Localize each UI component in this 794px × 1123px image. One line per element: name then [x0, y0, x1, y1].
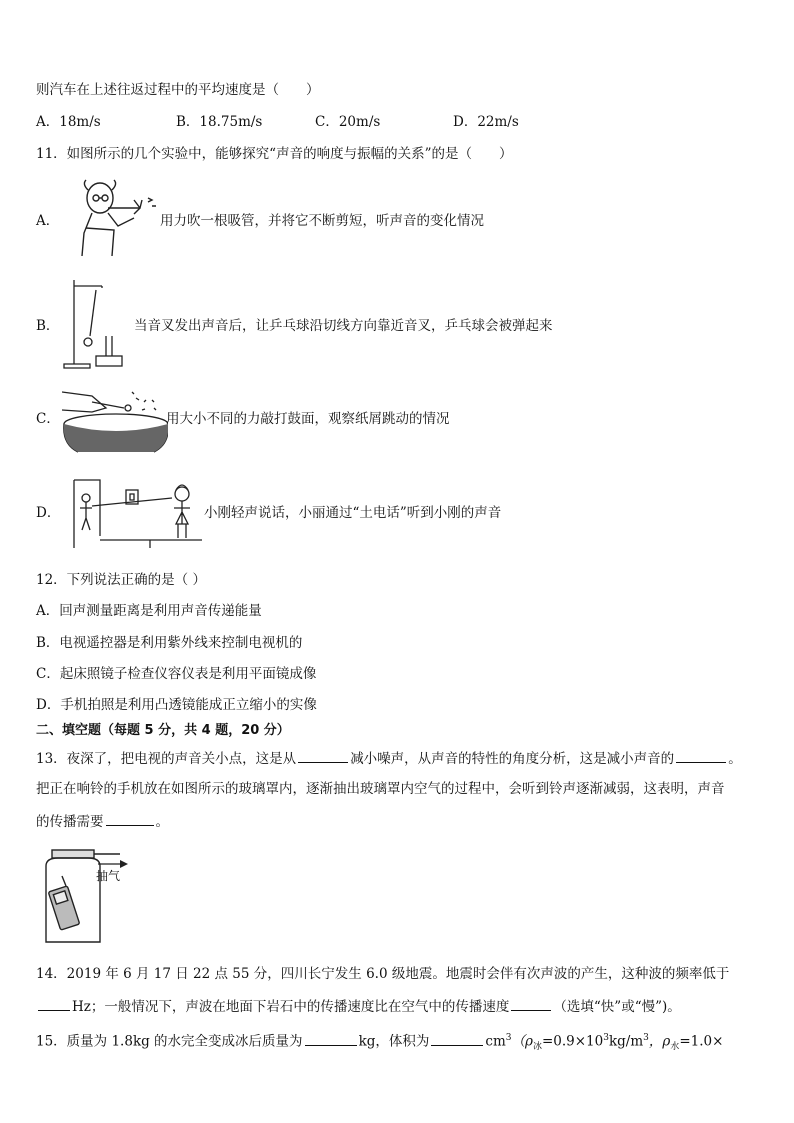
q13-line3: 的传播需要 。 — [36, 811, 169, 832]
q10-option-c: C．20m/s — [315, 114, 381, 130]
q13-line1: 13．夜深了，把电视的声音关小点，这是从 减小噪声，从声音的特性的角度分析，这是减小声音的 。 — [36, 748, 742, 769]
q10-stem: 则汽车在上述往返过程中的平均速度是（ ） — [36, 82, 320, 98]
q11-option-b-letter: B． — [36, 318, 60, 334]
q13-blank-2[interactable] — [676, 748, 726, 763]
q14-blank-1[interactable] — [38, 996, 70, 1011]
q11-option-a-text: 用力吹一根吸管，并将它不断剪短，听声音的变化情况 — [160, 213, 484, 229]
q11-stem: 11．如图所示的几个实验中，能够探究“声音的响度与振幅的关系”的是（ ） — [36, 146, 513, 162]
q11-option-d-letter: D． — [36, 505, 61, 521]
q14-blank-2[interactable] — [511, 996, 551, 1011]
q13-blank-1[interactable] — [298, 748, 348, 763]
q15-blank-2[interactable] — [431, 1031, 483, 1046]
pump-air-label: 抽气 — [96, 869, 121, 883]
q11-option-d-text: 小刚轻声说话，小丽通过“土电话”听到小刚的声音 — [204, 505, 502, 521]
q14-line1: 14．2019 年 6 月 17 日 22 点 55 分，四川长宁发生 6.0 级地震。地震时会伴有次声波的产生，这种波的频率低于 — [36, 966, 730, 982]
vacuum-jar-phone-figure — [38, 842, 138, 950]
q12-option-c: C．起床照镜子检查仪容仪表是利用平面镜成像 — [36, 666, 317, 682]
q11-option-b-text: 当音叉发出声音后，让乒乓球沿切线方向靠近音叉，乒乓球会被弹起来 — [134, 318, 553, 334]
q13-line2: 把正在响铃的手机放在如图所示的玻璃罩内，逐渐抽出玻璃罩内空气的过程中，会听到铃声逐渐减弱，这表明，声音 — [36, 781, 725, 797]
q14-line2: Hz；一般情况下，声波在地面下岩石中的传播速度比在空气中的传播速度 （选填“快”或“慢”)。 — [36, 996, 681, 1017]
section-title: 二、填空题（每题 5 分，共 4 题，20 分） — [36, 723, 290, 738]
q13-blank-3[interactable] — [106, 811, 154, 826]
q15-line1: 15．质量为 1.8kg 的水完全变成冰后质量为 kg，体积为 $cm^3(\rho_冰=0.9\times 10^3kg/m^3$，$\rho_水=1.0\times$ — [36, 1028, 723, 1057]
q12-option-b: B．电视遥控器是利用紫外线来控制电视机的 — [36, 635, 303, 651]
drum-figure — [62, 388, 168, 454]
q10-option-d: D．22m/s — [453, 114, 519, 130]
q10-option-a: A．18m/s — [36, 114, 101, 130]
q12-option-d: D．手机拍照是利用凸透镜能成正立缩小的实像 — [36, 697, 317, 713]
string-telephone-figure — [70, 478, 206, 552]
q11-option-c-text: 用大小不同的力敲打鼓面，观察纸屑跳动的情况 — [166, 411, 450, 427]
tuning-fork-pingpong-figure — [60, 276, 128, 372]
q11-option-c-letter: C． — [36, 411, 60, 427]
q11-option-a-letter: A． — [36, 213, 60, 229]
q12-stem: 12．下列说法正确的是（ ） — [36, 572, 206, 588]
straw-blowing-figure — [72, 178, 164, 258]
q10-option-b: B．18.75m/s — [176, 114, 263, 130]
q12-option-a: A．回声测量距离是利用声音传递能量 — [36, 603, 262, 619]
q15-blank-1[interactable] — [305, 1031, 357, 1046]
